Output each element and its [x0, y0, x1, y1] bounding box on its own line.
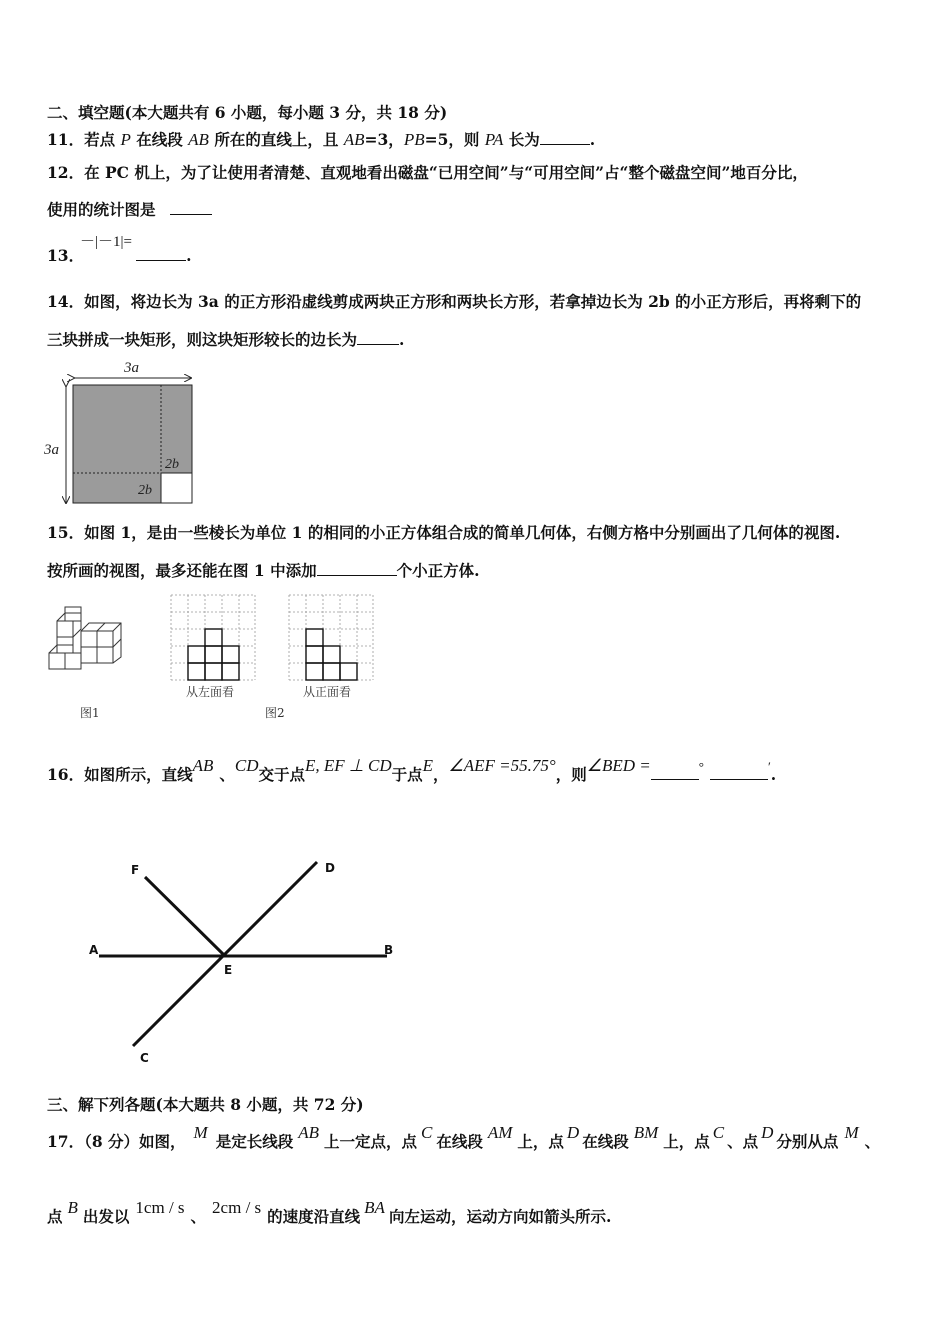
q17-segment-bm: BM [633, 1123, 659, 1142]
q11-text-3: 所在的直线上，且 [208, 130, 344, 149]
q16-intersecting-lines-figure [85, 850, 405, 1070]
q16-label-f: F [131, 863, 140, 877]
q16-separator: 、 [219, 765, 235, 784]
q11-segment-ab: AB [188, 130, 209, 149]
q16-point-e: E [422, 756, 434, 775]
q17-line-2d: 向左运动，运动方向如箭头所示. [388, 1207, 612, 1226]
q17-point-d: D [566, 1123, 580, 1142]
q16-angle-aef: ∠AEF =55.75° [448, 756, 556, 775]
q17-text-6: 上，点 [663, 1132, 710, 1151]
q12-answer-blank[interactable] [170, 200, 212, 215]
q11-eq-1: =3， [364, 130, 404, 149]
q15-left-view-grid [170, 594, 256, 682]
q17-text-4: 上，点 [517, 1132, 564, 1151]
question-17-line-2 [47, 1198, 612, 1227]
q11-text-4: 长为 [503, 130, 540, 149]
q16-text-3: 于点 [391, 765, 423, 784]
q14-removed-small-square [161, 473, 192, 503]
q11-end: . [589, 130, 596, 149]
q16-condition: E, EF ⊥ CD [305, 756, 392, 775]
q17-point-m: M [193, 1123, 208, 1142]
q13-number: 13． [47, 246, 85, 265]
question-17-line-1 [47, 1123, 881, 1152]
section-3-title: 三、解下列各题(本大题共 8 小题，共 72 分) [47, 1095, 364, 1114]
q16-minute-blank[interactable] [710, 765, 768, 780]
q11-pb: PB [403, 130, 425, 149]
question-13 [47, 246, 191, 266]
q17-segment-am: AM [487, 1123, 513, 1142]
q14-line-2: 三块拼成一块矩形，则这块矩形较长的边长为 [47, 330, 358, 349]
q17-speed-2: 2cm / s [212, 1198, 262, 1217]
q11-number: 11． [47, 130, 85, 149]
q16-label-e: E [224, 963, 233, 977]
q15-line-2a: 按所画的视图，最多还能在图 1 中添加 [47, 561, 317, 580]
q13-end: . [186, 246, 192, 265]
q15-left-view-caption: 从左面看 [186, 685, 235, 699]
q11-ab-value: AB [343, 130, 365, 149]
q17-segment-ab: AB [298, 1123, 319, 1142]
section-2-title: 二、填空题(本大题共有 6 小题，每小题 3 分，共 18 分) [47, 103, 448, 122]
q15-front-view-caption: 从正面看 [303, 685, 352, 699]
q17-line-2b: 出发以 [82, 1207, 130, 1226]
q16-label-a: A [89, 943, 99, 957]
q14-inner-label-1: 2b [165, 457, 179, 472]
q15-number: 15． [47, 523, 85, 542]
q17-text-1: 是定长线段 [215, 1132, 294, 1151]
q16-label-b: B [384, 943, 394, 957]
q16-minute-symbol: ′ [767, 759, 771, 774]
question-15-line-2 [47, 561, 480, 581]
question-12-line-2 [47, 200, 212, 220]
q14-line-1: 如图，将边长为 3a 的正方形沿虚线剪成两块正方形和两块长方形，若拿掉边长为 2b 的小正方形后，再将剩下的 [84, 292, 862, 311]
question-12-line-1 [47, 163, 808, 183]
q16-degree-symbol: ° [698, 759, 704, 774]
q17-point-c-2: C [712, 1123, 725, 1142]
q12-line-1: 在 PC 机上，为了让使用者清楚、直观地看出磁盘“已用空间”与“可用空间”占“整个磁盘空间”地百分比， [84, 163, 808, 182]
q12-number: 12． [47, 163, 85, 182]
q15-front-view-grid [288, 594, 374, 682]
q14-left-label: 3a [44, 442, 59, 458]
q16-end: . [770, 765, 777, 784]
q16-text-2: 交于点 [258, 765, 306, 784]
q12-line-2: 使用的统计图是 [47, 200, 156, 219]
q14-inner-label-2: 2b [138, 483, 152, 498]
q15-cube-solid-figure [47, 605, 127, 677]
question-14-line-2 [47, 330, 404, 350]
q11-pa: PA [484, 130, 504, 149]
q17-number: 17． [47, 1132, 85, 1151]
q11-eq-2: =5，则 [424, 130, 485, 149]
q17-line-ba: BA [364, 1198, 385, 1217]
q17-text-2: 上一定点，点 [323, 1132, 417, 1151]
q16-ray-ef-drawing [145, 877, 225, 956]
q15-answer-blank[interactable] [317, 561, 397, 576]
q16-number: 16． [47, 765, 85, 784]
q17-line-2c: 的速度沿直线 [267, 1207, 361, 1226]
q16-comma: ， [433, 765, 449, 784]
q17-score: （8 分）如图， [84, 1132, 186, 1151]
q16-text-4: ，则 [555, 765, 587, 784]
q16-text-1: 如图所示，直线 [84, 765, 193, 784]
q17-separator-2: 、 [864, 1132, 881, 1151]
q17-text-7: 分别从点 [776, 1132, 839, 1151]
q11-answer-blank[interactable] [540, 130, 590, 145]
q14-end: . [399, 330, 405, 349]
q16-degree-blank[interactable] [651, 765, 699, 780]
q17-text-5: 在线段 [582, 1132, 629, 1151]
q17-point-c: C [421, 1123, 433, 1142]
question-14-line-1 [47, 292, 861, 312]
q17-point-b: B [67, 1198, 78, 1217]
q11-text-2: 在线段 [130, 130, 189, 149]
q15-figure-2-caption: 图2 [265, 706, 285, 720]
q17-point-d-2: D [761, 1123, 774, 1142]
q15-line-2b: 个小正方体. [396, 561, 480, 580]
q17-separator: 、点 [727, 1132, 759, 1151]
q17-text-3: 在线段 [436, 1132, 483, 1151]
q16-line-cd: CD [234, 756, 259, 775]
question-11 [47, 130, 595, 150]
q17-separator-3: 、 [190, 1207, 207, 1226]
q14-number: 14． [47, 292, 85, 311]
question-16 [47, 756, 777, 786]
q17-speed-1: 1cm / s [135, 1198, 185, 1217]
q17-line-2a: 点 [47, 1207, 63, 1226]
q17-point-m-2: M [844, 1123, 859, 1142]
q14-top-label: 3a [124, 360, 139, 376]
q14-square-figure [40, 358, 205, 508]
q13-expression: －|－1|= [80, 234, 132, 250]
q14-answer-blank[interactable] [357, 330, 399, 345]
q16-label-d: D [325, 861, 335, 875]
q16-label-c: C [140, 1051, 149, 1065]
question-15-line-1 [47, 523, 840, 543]
q11-point-p: P [120, 130, 131, 149]
q15-figure-1-caption: 图1 [80, 706, 100, 720]
q16-angle-bed: ∠BED = [586, 756, 651, 775]
q16-line-ab: AB [192, 756, 214, 775]
q15-line-1: 如图 1，是由一些棱长为单位 1 的相同的小正方体组合成的简单几何体，右侧方格中分别画出了几何体的视图. [84, 523, 841, 542]
q11-text-1: 若点 [84, 130, 121, 149]
q13-answer-blank[interactable] [136, 246, 186, 261]
